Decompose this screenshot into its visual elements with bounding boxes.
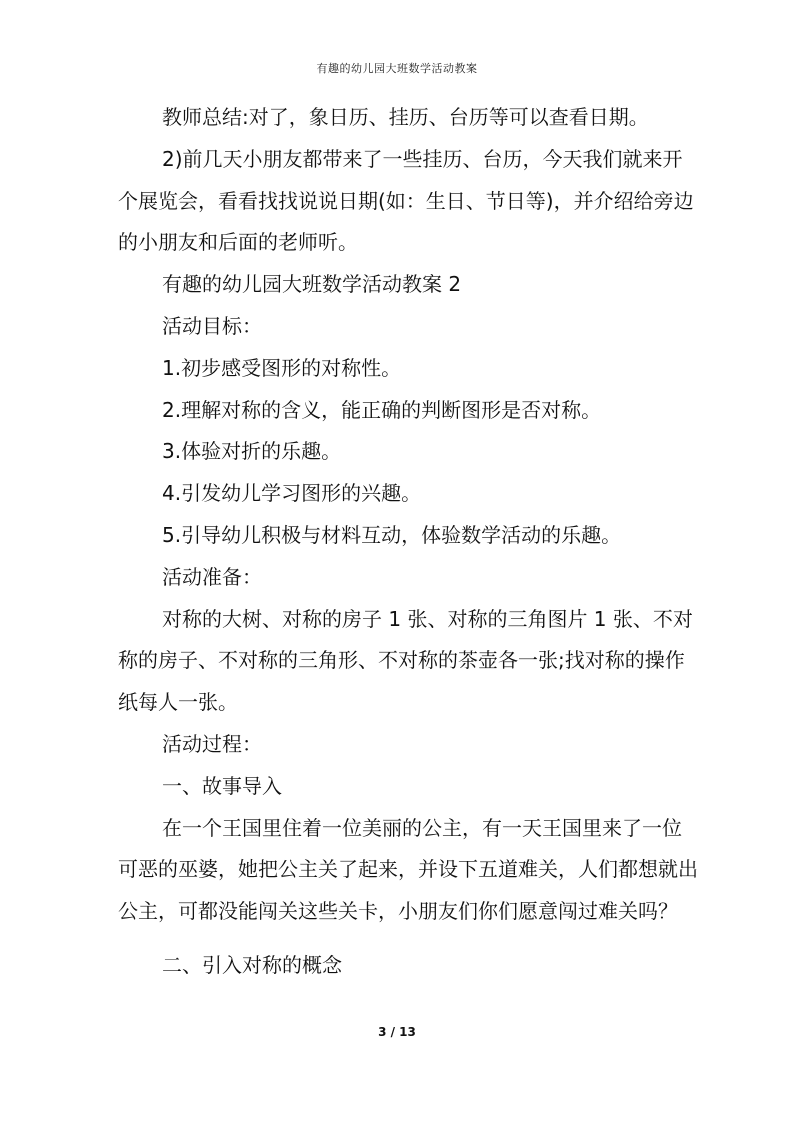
heading-activity-process: 活动过程： bbox=[162, 731, 262, 756]
paragraph-story: 在一个王国里住着一位美丽的公主，有一天王国里来了一位可恶的巫婆，她把公主关了起来，并设下五道难关，人们都想就出公主，可都没能闯关这些关卡，小朋友们你们愿意闯过难关吗？ bbox=[118, 815, 698, 924]
page-number: 3 / 13 bbox=[378, 1025, 416, 1039]
goal-item: 5.引导幼儿积极与材料互动，体验数学活动的乐趣。 bbox=[162, 522, 622, 547]
paragraph-materials: 对称的大树、对称的房子 1 张、对称的三角图片 1 张、不对称的房子、不对称的三角形、不对称的茶壶各一张;找对称的操作纸每人一张。 bbox=[118, 606, 693, 715]
heading-activity-preparation: 活动准备： bbox=[162, 564, 262, 589]
paragraph-teacher-summary: 教师总结:对了，象日历、挂历、台历等可以查看日期。 bbox=[162, 105, 649, 129]
goal-item: 3.体验对折的乐趣。 bbox=[162, 439, 342, 464]
heading-activity-goals: 活动目标： bbox=[162, 313, 262, 338]
heading-story-intro: 一、故事导入 bbox=[162, 773, 282, 798]
section-title: 有趣的幼儿园大班数学活动教案 2 bbox=[162, 272, 462, 297]
page-header: 有趣的幼儿园大班数学活动教案 bbox=[316, 62, 478, 75]
goal-item: 2.理解对称的含义，能正确的判断图形是否对称。 bbox=[162, 397, 602, 422]
goal-item: 4.引发幼儿学习图形的兴趣。 bbox=[162, 481, 422, 506]
paragraph-exhibition: 2)前几天小朋友都带来了一些挂历、台历，今天我们就来开个展览会，看看找找说说日期(如：生日、节日等)，并介绍给旁边的小朋友和后面的老师听。 bbox=[118, 146, 694, 255]
goal-item: 1.初步感受图形的对称性。 bbox=[162, 355, 402, 380]
heading-symmetry-concept: 二、引入对称的概念 bbox=[162, 952, 342, 977]
document-body bbox=[118, 97, 698, 987]
